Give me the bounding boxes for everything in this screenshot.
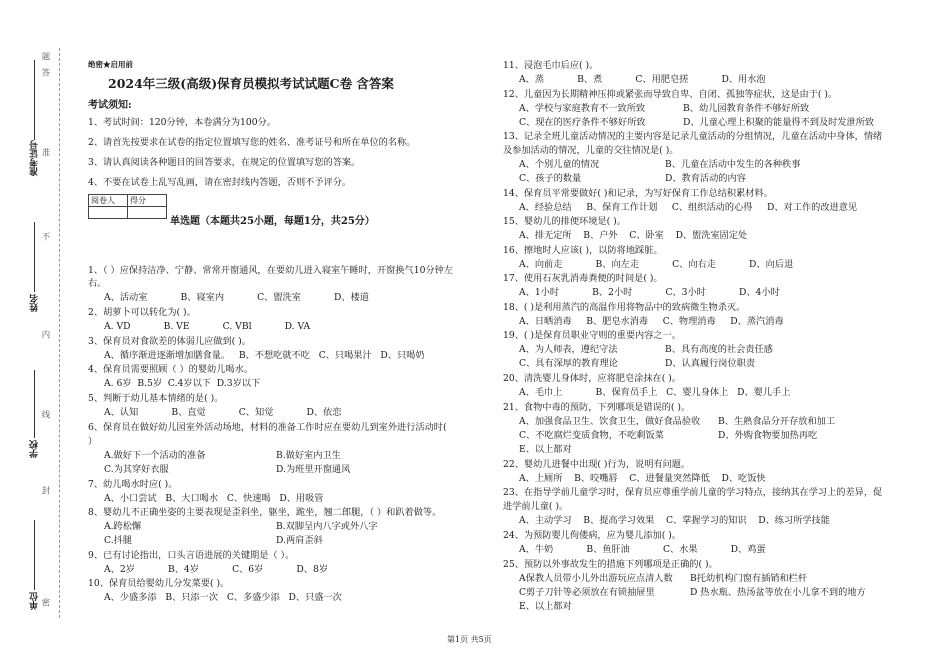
score-cell-score[interactable]: [128, 207, 167, 219]
question-14: 14、保育员平常要做好( )和记录，为写好保育工作总结积累材料。: [503, 188, 773, 199]
option[interactable]: D、外购食物要加热再吃: [718, 430, 818, 441]
options-15: [519, 230, 747, 242]
section-title: 单选题（本题共25小题，每题1分，共25分）: [170, 216, 375, 227]
question-12: 12、儿童因为长期精神压抑或紧张而导致自卑、自闭、孤独等症状，这是由于( )。: [503, 89, 838, 100]
option[interactable]: C.4岁以下: [167, 378, 211, 389]
option[interactable]: A、循序渐进逐渐增加膳食量。: [104, 350, 231, 361]
name-label: 姓名: [30, 294, 40, 312]
option[interactable]: B、咬嘴唇: [574, 473, 618, 484]
options-4: [104, 378, 260, 390]
option[interactable]: C.为其穿好衣服: [104, 464, 169, 475]
question-7: 7、幼儿喝水时应( )。: [88, 479, 178, 490]
option[interactable]: C、婴儿身体上: [666, 387, 729, 398]
option[interactable]: A、主动学习: [519, 515, 572, 526]
question-25: 25、预防以外事故发生的措施下列哪项是正确的( )。: [503, 559, 718, 570]
option[interactable]: C、不吃腐烂变质食物，不吃剩饭菜: [519, 430, 664, 441]
options-24: [519, 544, 766, 556]
option[interactable]: A、毛巾上: [519, 387, 563, 398]
option[interactable]: C、3小时: [665, 287, 706, 298]
option[interactable]: D、用吸管: [279, 493, 324, 504]
option[interactable]: B、直觉: [171, 407, 206, 418]
option[interactable]: D、练习所学技能: [758, 515, 830, 526]
score-header-score: 得分: [128, 195, 167, 207]
option[interactable]: C、具有深厚的教育理论: [519, 358, 618, 369]
question-11: 11、浸泡毛巾后应( )。: [503, 60, 599, 71]
options-11: [519, 74, 766, 86]
question-5: 5、判断于幼儿基本情绪的是( )。: [88, 393, 224, 404]
secret-mark: 绝密★启用前: [88, 60, 133, 69]
seal-char: 密: [41, 598, 51, 607]
options-22: [519, 473, 766, 485]
question-19: 19、( )是保育员职业守则的重要内容之一。: [503, 330, 681, 341]
option[interactable]: B、大口喝水: [165, 493, 219, 504]
option[interactable]: D、蒸汽消毒: [730, 316, 784, 327]
option[interactable]: C、盥洗室: [257, 292, 301, 303]
question-18: 18、( )是利用蒸汽的高温作用将物品中的致病微生物杀灭。: [503, 302, 746, 313]
seal-char: 不: [41, 232, 51, 241]
question-13-cont: 及参加活动的情况，儿童的交往情况是( )。: [503, 145, 679, 156]
question-1-cont: 右。: [88, 278, 107, 289]
option[interactable]: C、只喝果汁: [318, 350, 372, 361]
option[interactable]: C. VBl: [222, 321, 252, 332]
option[interactable]: C、6岁: [232, 564, 264, 575]
score-header-grader: 阅卷人: [89, 195, 128, 207]
option[interactable]: B、儿童在活动中发生的各种秩事: [665, 159, 801, 170]
option[interactable]: D、鸡蛋: [730, 544, 766, 555]
option[interactable]: C剪子刀针等必须放在有锁抽屉里: [519, 587, 655, 598]
option[interactable]: D.两肩歪斜: [276, 535, 323, 546]
option[interactable]: D、认真履行岗位职责: [665, 358, 756, 369]
option[interactable]: D、向后退: [749, 259, 794, 270]
option[interactable]: D、教育活动的内容: [665, 173, 746, 184]
unit-label: 单位: [30, 592, 40, 610]
question-2: 2、胡萝卜可以转化为( )。: [88, 307, 196, 318]
option[interactable]: B、寝室内: [180, 292, 225, 303]
option[interactable]: D、儿童心理上积聚的能量得不到及时发泄所致: [683, 117, 875, 128]
option[interactable]: B托幼机构门窗有插销和栏杆: [690, 573, 808, 584]
options-10: [104, 592, 342, 604]
option[interactable]: B、煮: [577, 74, 603, 85]
options-3: [104, 350, 425, 362]
option[interactable]: D. VA: [284, 321, 311, 332]
option[interactable]: B、保育工作计划: [586, 202, 658, 213]
option[interactable]: E、以上都对: [519, 444, 572, 455]
option[interactable]: A. 6岁: [104, 378, 132, 389]
question-3: 3、保育员对食欲差的体弱儿应做到( )。: [88, 336, 251, 347]
option[interactable]: B、具有高度的社会责任感: [665, 344, 773, 355]
option[interactable]: A、个别儿童的情况: [519, 159, 600, 170]
option[interactable]: B、肥皂水消毒: [586, 316, 649, 327]
options-17: [519, 287, 780, 299]
question-10: 10、保育员给婴幼儿分发菜要( )。: [88, 578, 230, 589]
option[interactable]: C、多盛少添: [226, 592, 280, 603]
option[interactable]: B、4岁: [167, 564, 199, 575]
option[interactable]: D、婴儿手上: [737, 387, 791, 398]
option[interactable]: B、户外: [583, 230, 618, 241]
option[interactable]: D、8岁: [296, 564, 329, 575]
question-4: 4、保育员需要照顾（ ）的婴幼儿喝水。: [88, 364, 253, 375]
notice-item: 1、考试时间：120分钟，本卷满分为100分。: [88, 117, 276, 128]
question-24: 24、为预防婴儿佝偻病，应为婴儿添加( )。: [503, 530, 681, 541]
option[interactable]: A、上厕所: [519, 473, 563, 484]
options-16: [519, 259, 793, 271]
option[interactable]: B、鱼肝油: [586, 544, 630, 555]
question-23-cont: 进学前儿童( )。: [503, 501, 569, 512]
options-5: [104, 407, 341, 419]
notice-title: 考试须知:: [88, 100, 132, 111]
option[interactable]: B、不想吃就不吃: [238, 350, 310, 361]
option[interactable]: D、只盛一次: [288, 592, 342, 603]
seal-char: 封: [41, 486, 51, 495]
option[interactable]: E、以上都对: [519, 601, 572, 612]
option[interactable]: D、对工作的改进意见: [767, 202, 858, 213]
question-6: 6、保育员在做好幼儿园室外活动场地，材料的准备工作时应在要幼儿到室外进行活动时(: [88, 422, 447, 433]
options-1: [104, 292, 369, 304]
score-cell-grader[interactable]: [89, 207, 128, 219]
option[interactable]: C、物理消毒: [662, 316, 716, 327]
option[interactable]: C、孩子的数量: [519, 173, 582, 184]
option[interactable]: A、1小时: [519, 287, 560, 298]
seal-line: [59, 48, 60, 618]
option[interactable]: A、小口尝试: [104, 493, 157, 504]
notice-item: 4、不要在试卷上乱写乱画，请在密封线内答题，否则不予评分。: [88, 177, 352, 188]
seal-char: 准: [41, 148, 51, 157]
notice-item: 3、请认真阅读各种题目的回答要求，在规定的位置填写您的答案。: [88, 157, 361, 168]
question-1: 1、（ ）应保持洁净、宁静、常常开窗通风，在要幼儿进入寝室午睡时，开窗换气10分钟左: [88, 265, 453, 276]
option[interactable]: A、活动室: [104, 292, 148, 303]
option[interactable]: B、幼儿园教育条件不够好所致: [683, 103, 810, 114]
option[interactable]: C、卧室: [629, 230, 664, 241]
option[interactable]: B.双脚呈内八字或外八字: [276, 521, 378, 532]
options-2: [104, 321, 310, 333]
option[interactable]: B. VE: [163, 321, 190, 332]
option[interactable]: D、吃饭快: [721, 473, 766, 484]
option[interactable]: C、快速喝: [226, 493, 271, 504]
option[interactable]: C、掌握学习的知识: [666, 515, 747, 526]
option[interactable]: B.5岁: [137, 378, 163, 389]
option[interactable]: A、学校与家庭教育不一致所致: [519, 103, 646, 114]
option[interactable]: D、盥洗室固定处: [675, 230, 748, 241]
option[interactable]: C、水果: [662, 544, 698, 555]
option[interactable]: A、排无定所: [519, 230, 572, 241]
option[interactable]: B、只添一次: [165, 592, 219, 603]
option[interactable]: A.做好下一个活动的准备: [104, 450, 206, 461]
options-20: [519, 387, 790, 399]
options-7: [104, 493, 323, 505]
seal-char: 答: [41, 68, 51, 77]
option[interactable]: A、向前走: [519, 259, 563, 270]
unit-field[interactable]: [34, 520, 35, 590]
option[interactable]: A、蒸: [519, 74, 545, 85]
option[interactable]: D、只喝奶: [380, 350, 425, 361]
option[interactable]: A、认知: [104, 407, 139, 418]
option[interactable]: B、保育员手上: [595, 387, 658, 398]
question-13: 13、记录全班儿童活动情况的主要内容是记录儿童活动的分组情况，儿童在活动中身体，情绪: [503, 131, 883, 142]
option[interactable]: C、知觉: [238, 407, 274, 418]
option[interactable]: B.做好室内卫生: [276, 450, 341, 461]
option[interactable]: C、用肥皂搓: [635, 74, 689, 85]
question-9: 9、已有讨论指出，口头言语进展的关键期是（ ）。: [88, 550, 295, 561]
option[interactable]: C.抖腿: [104, 535, 132, 546]
question-16: 16、擦地时人应该( )，以防将地踩脏。: [503, 245, 663, 256]
school-label: 学校: [30, 440, 40, 458]
name-field[interactable]: [34, 222, 35, 292]
question-20: 20、清洗婴儿身体时，应将肥皂涂抹在( )。: [503, 373, 681, 384]
question-8: 8、婴幼儿不正确坐姿的主要表现是歪斜坐，躯坐，跪坐，翘二郎腿，（ ）和趴着做等。: [88, 507, 442, 518]
question-17: 17、使用石灰乳消毒粪便的时间是( )。: [503, 273, 663, 284]
score-table: [88, 194, 167, 219]
option[interactable]: C、现在的医疗条件不够好所致: [519, 117, 646, 128]
option[interactable]: A保教人员带小儿外出游玩应点清人数: [519, 573, 673, 584]
options-18: [519, 316, 784, 328]
question-21: 21、食物中毒的预防，下列哪项是错误的( )。: [503, 402, 691, 413]
option[interactable]: C、进餐量突然降低: [629, 473, 710, 484]
option[interactable]: A、为人师表，遵纪守法: [519, 344, 618, 355]
option[interactable]: B、2小时: [592, 287, 633, 298]
option[interactable]: D、楼道: [334, 292, 369, 303]
notice-item: 2、请首先按要求在试卷的指定位置填写您的姓名、准考证号和所在单位的名称。: [88, 137, 416, 148]
options-9: [104, 564, 328, 576]
option[interactable]: D、4小时: [738, 287, 780, 298]
option[interactable]: A.跨松懈: [104, 521, 142, 532]
option[interactable]: A、加强食品卫生、饮食卫生，做好食品验收: [519, 416, 701, 427]
question-22: 22、婴幼儿进餐中出现( )行为，说明有问题。: [503, 459, 691, 470]
option[interactable]: A、日晒消毒: [519, 316, 572, 327]
school-field[interactable]: [34, 370, 35, 438]
exam-number-label: 准考证号: [30, 140, 40, 176]
options-14: [519, 202, 857, 214]
option[interactable]: D.3岁以下: [216, 378, 261, 389]
option[interactable]: A、牛奶: [519, 544, 554, 555]
seal-char: 题: [41, 52, 51, 61]
page-title: 2024年三级(高级)保育员模拟考试试题C卷 含答案: [108, 76, 394, 91]
exam-number-field[interactable]: [34, 60, 35, 140]
option[interactable]: D、用水泡: [721, 74, 766, 85]
option[interactable]: B、提高学习效果: [583, 515, 655, 526]
option[interactable]: D 热水瓶、热汤盆等放在小儿拿不到的地方: [690, 587, 866, 598]
option[interactable]: C、组织活动的心得: [671, 202, 753, 213]
option[interactable]: D、依恋: [306, 407, 342, 418]
option[interactable]: A、经验总结: [519, 202, 572, 213]
question-6-cont: ）: [88, 436, 98, 447]
seal-char: 内: [41, 330, 51, 339]
question-15: 15、婴幼儿的排便环境是( )。: [503, 216, 626, 227]
option[interactable]: A、少盛多添: [104, 592, 157, 603]
option[interactable]: C、向右走: [672, 259, 716, 270]
options-23: [519, 515, 830, 527]
option[interactable]: B、生熟食品分开存放和加工: [718, 416, 836, 427]
option[interactable]: B、向左走: [595, 259, 640, 270]
page-number: 第1页 共5页: [447, 635, 492, 644]
question-23: 23、在指导学前儿童学习时，保育员应尊重学前儿童的学习特点，接纳其在学习上的差异，促: [503, 487, 883, 498]
seal-char: 线: [41, 410, 51, 419]
option[interactable]: D.为班里开窗通风: [276, 464, 351, 475]
option[interactable]: A. VD: [104, 321, 131, 332]
option[interactable]: A、2岁: [104, 564, 135, 575]
